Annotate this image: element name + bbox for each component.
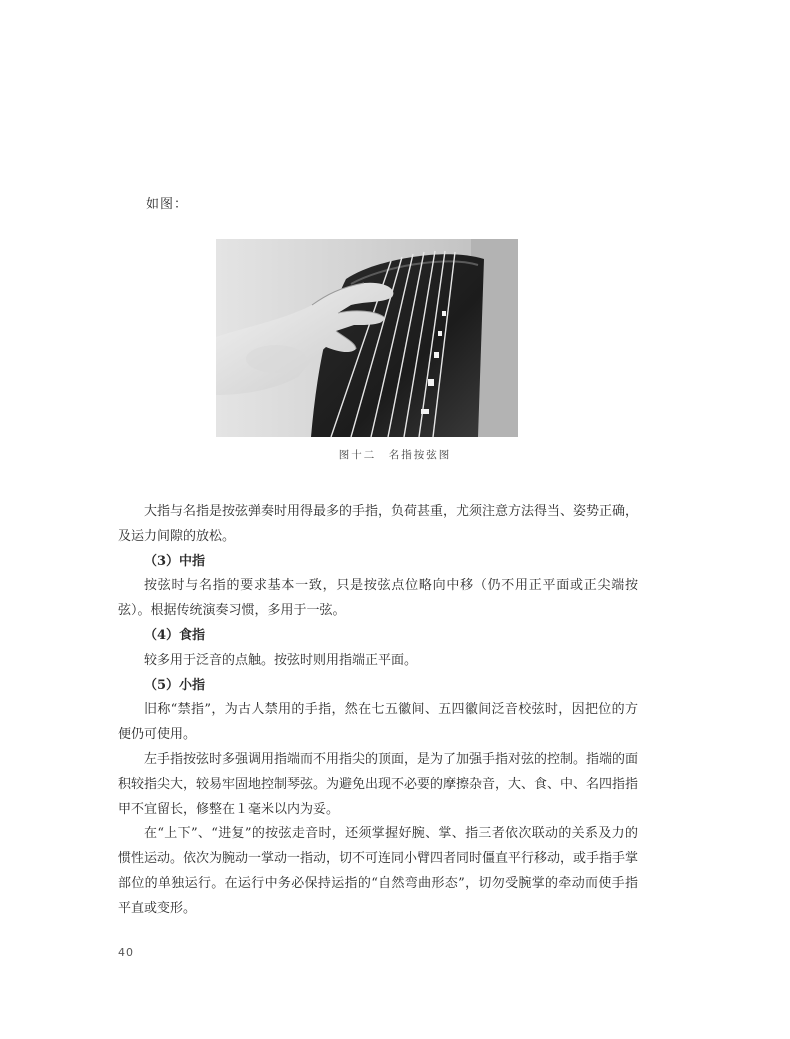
paragraph: 较多用于泛音的点触。按弦时则用指端正平面。 bbox=[144, 652, 418, 668]
paragraph: 大指与名指是按弦弹奏时用得最多的手指，负荷甚重，尤须注意方法得当、姿势正确，及运力间隙的放松。 bbox=[118, 504, 639, 544]
paragraph: 左手指按弦时多强调用指端而不用指尖的顶面，是为了加强手指对弦的控制。指端的面积较指尖大，较易牢固地控制琴弦。为避免出现不必要的摩擦杂音，大、食、中、名四指指甲不宜留长，修整在１毫米以内为妥。 bbox=[118, 751, 639, 817]
section-heading-little-finger: （5）小指 bbox=[144, 677, 206, 693]
figure-caption: 图十二 名指按弦图 bbox=[338, 449, 452, 461]
paragraph: 旧称“禁指”，为古人禁用的手指，然在七五徽间、五四徽间泛音校弦时，因把位的方便仍可使用。 bbox=[118, 702, 638, 743]
page-number: 40 bbox=[118, 946, 134, 959]
section-heading-index-finger: （4）食指 bbox=[144, 627, 206, 643]
guqin-hand-photo bbox=[216, 239, 518, 437]
paragraph: 按弦时与名指的要求基本一致，只是按弦点位略向中移（仍不用正平面或正尖端按弦）。根据传统演奏习惯，多用于一弦。 bbox=[118, 578, 638, 619]
intro-text: 如图： bbox=[146, 197, 189, 212]
paragraph: 在“上下”、“进复”的按弦走音时，还须掌握好腕、掌、指三者依次联动的关系及力的惯性运动。依次为腕动一掌动一指动，切不可连同小臂四者同时僵直平行移动，或手指手掌部位的单独运行。在运行中务必保持运指的“自然弯曲形态”，切勿受腕掌的牵动而使手指平直或变形。 bbox=[118, 826, 639, 916]
figure-photo bbox=[216, 239, 518, 437]
section-heading-middle-finger: （3）中指 bbox=[144, 553, 206, 569]
body-text bbox=[118, 500, 638, 922]
